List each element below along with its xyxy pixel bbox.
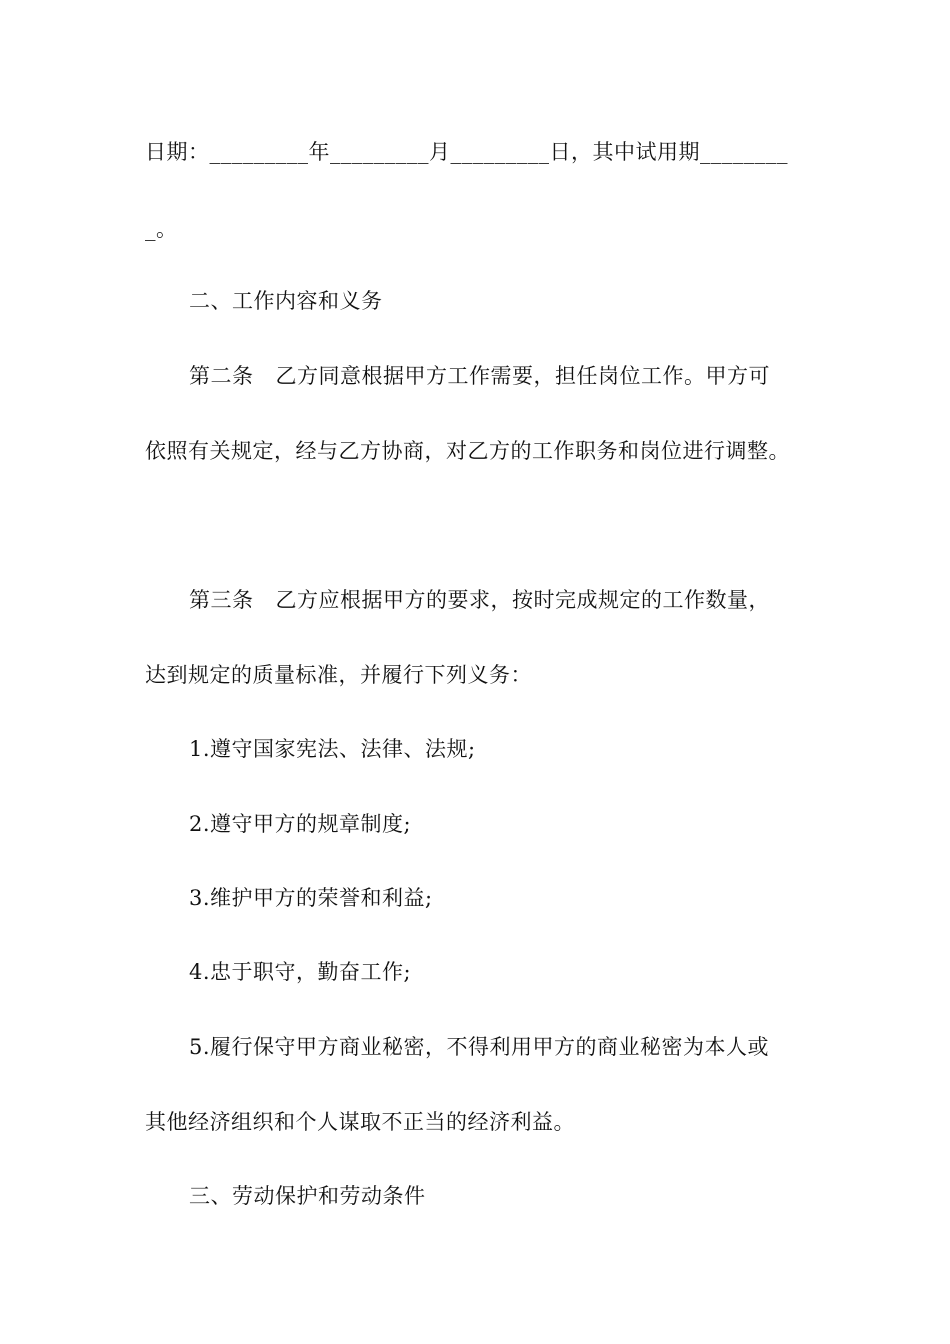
- article-2-text-1: 乙方同意根据甲方工作需要，担任岗位工作。甲方可: [275, 364, 770, 388]
- article-3-line-2: 达到规定的质量标准，并履行下列义务：: [145, 663, 532, 687]
- duty-item-1: 1.遵守国家宪法、法律、法规;: [189, 737, 476, 761]
- article-3-line-1: [189, 585, 770, 615]
- article-3-label: 第三条: [189, 588, 254, 612]
- duty-item-2: 2.遵守甲方的规章制度;: [189, 812, 412, 836]
- section-2-heading: 二、工作内容和义务: [189, 289, 383, 313]
- duty-item-3: 3.维护甲方的荣誉和利益;: [189, 886, 433, 910]
- duty-item-5: 5.履行保守甲方商业秘密，不得利用甲方的商业秘密为本人或: [189, 1035, 770, 1059]
- article-2-line-1: [189, 361, 770, 391]
- article-3-text-1: 乙方应根据甲方的要求，按时完成规定的工作数量，: [275, 588, 770, 612]
- section-3-heading: 三、劳动保护和劳动条件: [189, 1184, 426, 1208]
- duty-item-4: 4.忠于职守，勤奋工作;: [189, 960, 412, 984]
- duty-item-5-continued: 其他经济组织和个人谋取不正当的经济利益。: [145, 1110, 575, 1134]
- article-2-label: 第二条: [189, 364, 254, 388]
- article-2-line-2: 依照有关规定，经与乙方协商，对乙方的工作职务和岗位进行调整。: [145, 439, 790, 463]
- date-line-end: _。: [145, 217, 178, 241]
- date-line: 日期：_________年_________月_________日，其中试用期________: [145, 140, 788, 164]
